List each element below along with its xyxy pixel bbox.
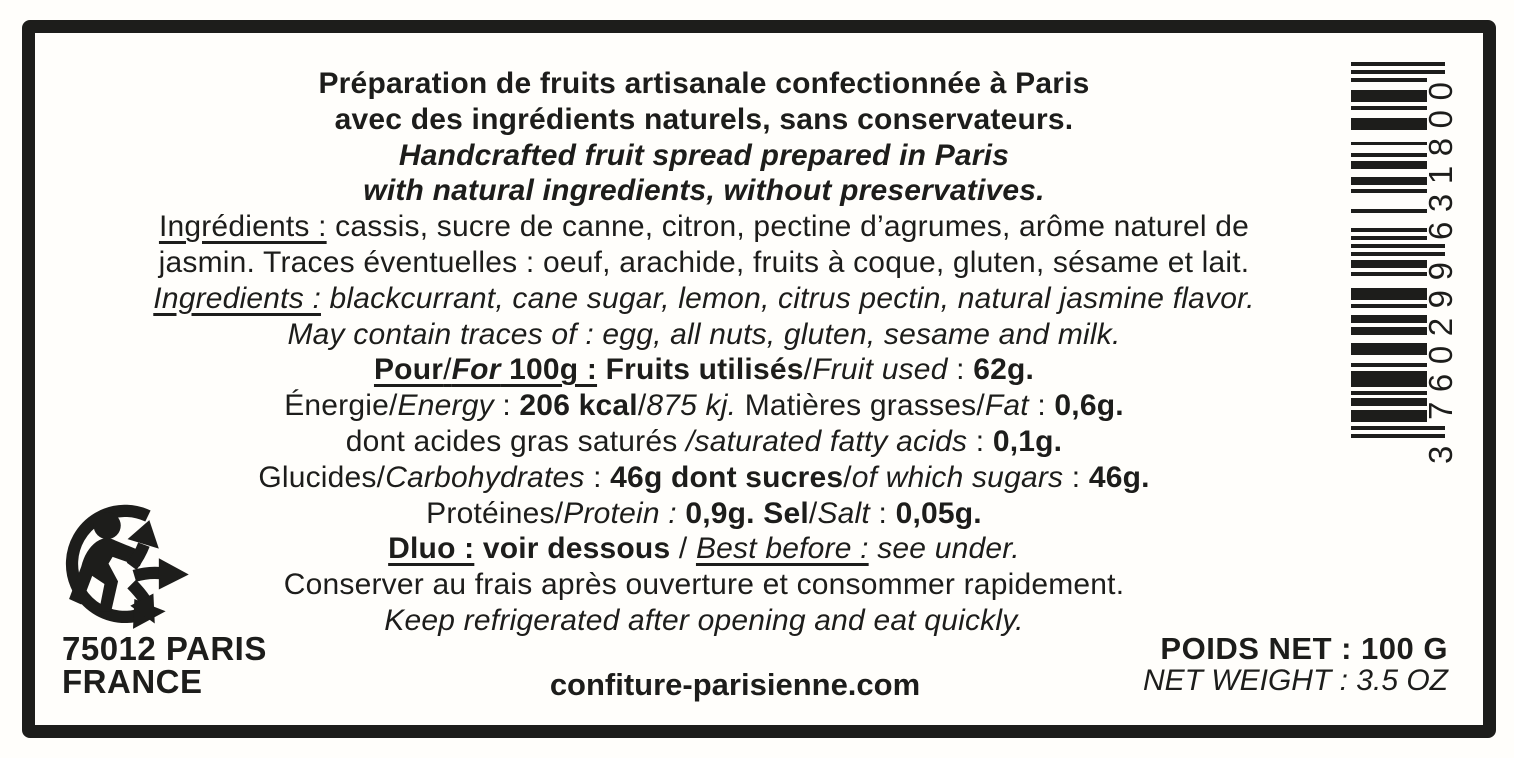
text-segment: /saturated fatty acids [685, 424, 968, 458]
barcode-bar [1351, 201, 1427, 205]
barcode-bar [1351, 205, 1427, 209]
text-segment: / [376, 460, 386, 494]
barcode-bar [1351, 292, 1427, 296]
label-text-line [58, 460, 1350, 496]
barcode-digit: 7 [1422, 401, 1459, 420]
barcode-bar [1351, 126, 1427, 130]
barcode-digit: 3 [1422, 193, 1459, 213]
barcode-bar [1351, 221, 1427, 225]
text-segment: Ingredients : [153, 281, 321, 315]
ean13-barcode [1351, 44, 1457, 464]
net-weight-en: NET WEIGHT : 3.5 OZ [1142, 664, 1448, 697]
text-segment: Pour [373, 353, 444, 387]
barcode-bar [1351, 359, 1427, 363]
barcode-bar [1351, 375, 1427, 379]
text-segment: Fruits utilisés [597, 353, 804, 387]
barcode-bar [1351, 398, 1427, 402]
barcode-bar [1351, 391, 1427, 395]
barcode-bar [1351, 181, 1427, 185]
barcode-bar [1351, 165, 1427, 169]
barcode-digit-group [1422, 82, 1460, 240]
label-text-line [58, 173, 1350, 209]
barcode-bar [1351, 276, 1427, 280]
barcode-bar [1351, 149, 1427, 153]
text-segment: Best before : [695, 532, 869, 566]
barcode-bar [1351, 197, 1427, 201]
text-segment: / [443, 353, 452, 387]
label-text-line [58, 245, 1350, 281]
barcode-bar [1351, 268, 1427, 272]
text-segment: of which sugars [851, 460, 1064, 494]
barcode-digit: 0 [1422, 345, 1459, 365]
barcode-bar [1351, 343, 1427, 347]
label-text-line [58, 138, 1350, 174]
text-segment: Keep refrigerated after opening and eat quickly. [384, 603, 1024, 637]
text-segment: / [554, 496, 564, 530]
barcode-bar [1351, 335, 1427, 339]
barcode-bar [1351, 228, 1427, 232]
text-segment: : [1028, 389, 1055, 423]
barcode-bar [1351, 379, 1427, 383]
text-segment: Préparation de fruits artisanale confectionnée à Paris [318, 67, 1090, 100]
text-segment: Conserver au frais après ouverture et consommer rapidement. [283, 568, 1125, 602]
text-segment: / [808, 496, 818, 530]
text-segment: Fruit used [812, 353, 948, 387]
website-url: confiture-parisienne.com [549, 667, 921, 702]
barcode-bar [1351, 315, 1427, 319]
text-segment: Protéines [426, 496, 555, 530]
label-text-block [58, 66, 1350, 639]
text-segment: / [389, 389, 398, 423]
text-segment: Handcrafted fruit spread prepared in Paris [398, 138, 1010, 172]
barcode-bar [1351, 161, 1427, 165]
barcode-bar [1351, 153, 1427, 157]
producer-address [62, 632, 267, 698]
barcode-bar [1351, 367, 1427, 371]
text-segment: jasmin. Traces éventuelles : oeuf, arachide, fruits à coque, gluten, sésame et lait. [158, 245, 1250, 279]
barcode-bar [1351, 300, 1427, 304]
barcode-bar [1351, 94, 1427, 98]
barcode-digit: 0 [1422, 109, 1459, 129]
text-segment: For [451, 353, 501, 387]
barcode-bar [1351, 90, 1427, 94]
barcode-digit-group: 3 [1422, 445, 1459, 464]
address-line2: FRANCE [62, 663, 203, 700]
label-text-line [58, 66, 1350, 102]
barcode-bar [1351, 185, 1427, 189]
text-segment: Protein : [563, 496, 677, 530]
text-segment: 0,1g. [992, 424, 1063, 458]
address-line1: 75012 PARIS [62, 630, 267, 667]
text-segment: 46g dont sucres [610, 460, 844, 494]
text-segment: Glucides [258, 460, 377, 494]
text-segment: 100g : [500, 353, 598, 387]
barcode-bar [1351, 177, 1427, 181]
label-text-line [58, 209, 1350, 245]
text-segment: : [869, 496, 896, 530]
barcode-bar [1351, 102, 1427, 106]
barcode-bar [1351, 260, 1427, 264]
barcode-bar [1351, 363, 1427, 367]
text-segment: 875 kj. [646, 389, 737, 423]
text-segment: : [947, 353, 974, 387]
label-text-line [58, 567, 1350, 603]
barcode-bar [1351, 312, 1427, 316]
barcode-bar [1351, 173, 1427, 177]
text-segment: blackcurrant, cane sugar, lemon, citrus pectin, natural jasmine flavor. [320, 281, 1255, 315]
barcode-bar [1351, 418, 1427, 422]
barcode-digit: 6 [1422, 221, 1459, 240]
barcode-bar [1351, 387, 1427, 391]
text-segment: Salt [817, 496, 870, 530]
barcode-digit: 6 [1422, 373, 1459, 393]
barcode-bar [1351, 232, 1427, 236]
barcode-digit: 2 [1422, 317, 1459, 337]
barcode-bar [1351, 110, 1427, 114]
barcode-bar [1351, 189, 1427, 193]
label-text-line [58, 424, 1350, 460]
text-segment: 0,6g. [1054, 389, 1124, 423]
barcode-bar [1351, 264, 1427, 268]
text-segment: 0,05g. [895, 496, 982, 530]
text-segment: cassis, sucre de canne, citron, pectine d’agrumes, arôme naturel de [326, 210, 1250, 244]
text-segment: Energy [397, 389, 494, 423]
text-segment: May contain traces of : egg, all nuts, gluten, sesame and milk. [287, 317, 1121, 351]
text-segment: / [637, 389, 647, 423]
label-text-line [58, 388, 1350, 424]
text-segment: / [678, 532, 696, 566]
barcode-bar [1351, 327, 1427, 331]
barcode-bar [1351, 118, 1427, 122]
barcode-bar [1351, 82, 1427, 86]
text-segment: Énergie [284, 389, 389, 423]
barcode-bar [1351, 347, 1427, 351]
barcode-bar [1351, 98, 1427, 102]
text-segment: Sel [763, 496, 809, 530]
text-segment: Ingrédients : [158, 210, 327, 244]
barcode-bar [1351, 74, 1427, 78]
barcode-bar [1351, 296, 1427, 300]
text-segment [755, 497, 764, 530]
barcode-bar [1351, 138, 1427, 142]
barcode-digit: 8 [1422, 137, 1459, 157]
barcode-digit: 9 [1422, 262, 1459, 281]
barcode-bar [1351, 351, 1427, 355]
barcode-bar [1351, 169, 1427, 173]
barcode-digit: 0 [1422, 82, 1459, 101]
text-segment: see under. [868, 532, 1020, 566]
text-segment: : [967, 424, 993, 458]
barcode-bar [1351, 78, 1427, 82]
text-segment: avec des ingrédients naturels, sans conservateurs. [334, 102, 1074, 136]
net-weight-block [1143, 633, 1448, 697]
barcode-bar [1351, 323, 1427, 327]
barcode-bar [1351, 284, 1427, 288]
barcode-bar [1351, 355, 1427, 359]
text-segment: : [584, 460, 611, 494]
barcode-bar [1351, 371, 1427, 375]
text-segment: with natural ingredients, without preservatives. [363, 174, 1045, 208]
net-weight-fr: POIDS NET : 100 G [1160, 631, 1448, 666]
barcode-number [1422, 60, 1459, 464]
text-segment: / [803, 353, 813, 387]
text-segment: 0,9g. [685, 496, 755, 530]
barcode-digit: 1 [1422, 165, 1459, 185]
barcode-bar [1351, 213, 1427, 217]
barcode-bar [1351, 414, 1427, 418]
text-segment: : [1063, 460, 1089, 494]
text-segment: 206 kcal [519, 389, 638, 423]
barcode-bar [1351, 145, 1427, 149]
barcode-bar [1351, 142, 1427, 146]
text-segment: 46g. [1088, 460, 1150, 494]
text-segment: voir dessous [474, 532, 679, 566]
text-segment: : [493, 389, 520, 423]
label-text-line [58, 281, 1350, 317]
text-segment: Dluo : [388, 532, 475, 566]
barcode-bar [1351, 134, 1427, 138]
barcode-bar [1351, 193, 1427, 197]
barcode-bar [1351, 288, 1427, 292]
barcode-bar [1351, 209, 1427, 213]
barcode-bar [1351, 272, 1427, 276]
barcode-bar [1351, 339, 1427, 343]
barcode-bar [1351, 86, 1427, 90]
barcode-bar [1351, 308, 1427, 312]
barcode-bar [1351, 106, 1427, 110]
text-segment: 62g. [973, 353, 1035, 387]
label-text-line [58, 352, 1350, 388]
text-segment: / [843, 460, 852, 494]
label-text-line [58, 496, 1350, 532]
text-segment: Carbohydrates [385, 460, 585, 494]
barcode-bar [1351, 395, 1427, 399]
barcode-bar [1351, 383, 1427, 387]
barcode-digit-group [1422, 262, 1460, 420]
barcode-bar [1351, 331, 1427, 335]
barcode-bar [1351, 280, 1427, 284]
barcode-bar [1351, 130, 1427, 134]
barcode-bar [1351, 225, 1427, 229]
triman-recycling-icon [58, 497, 208, 633]
text-segment: Matières grasses [736, 389, 977, 423]
label-text-line [58, 531, 1350, 567]
barcode-bar [1351, 422, 1427, 426]
label-text-line [58, 317, 1350, 353]
barcode-bar [1351, 304, 1427, 308]
text-segment: dont acides gras saturés [345, 424, 686, 458]
barcode-bar [1351, 217, 1427, 221]
barcode-bar [1351, 157, 1427, 161]
text-segment: Fat [984, 389, 1029, 423]
label-text-line [58, 102, 1350, 138]
text-segment: / [976, 389, 985, 423]
barcode-bar [1351, 410, 1427, 414]
barcode-digit: 9 [1422, 289, 1459, 309]
barcode-bar [1351, 406, 1427, 410]
barcode-bar [1351, 402, 1427, 406]
barcode-bar [1351, 319, 1427, 323]
barcode-bar [1351, 236, 1427, 240]
barcode-bar [1351, 114, 1427, 118]
barcode-bar [1351, 122, 1427, 126]
